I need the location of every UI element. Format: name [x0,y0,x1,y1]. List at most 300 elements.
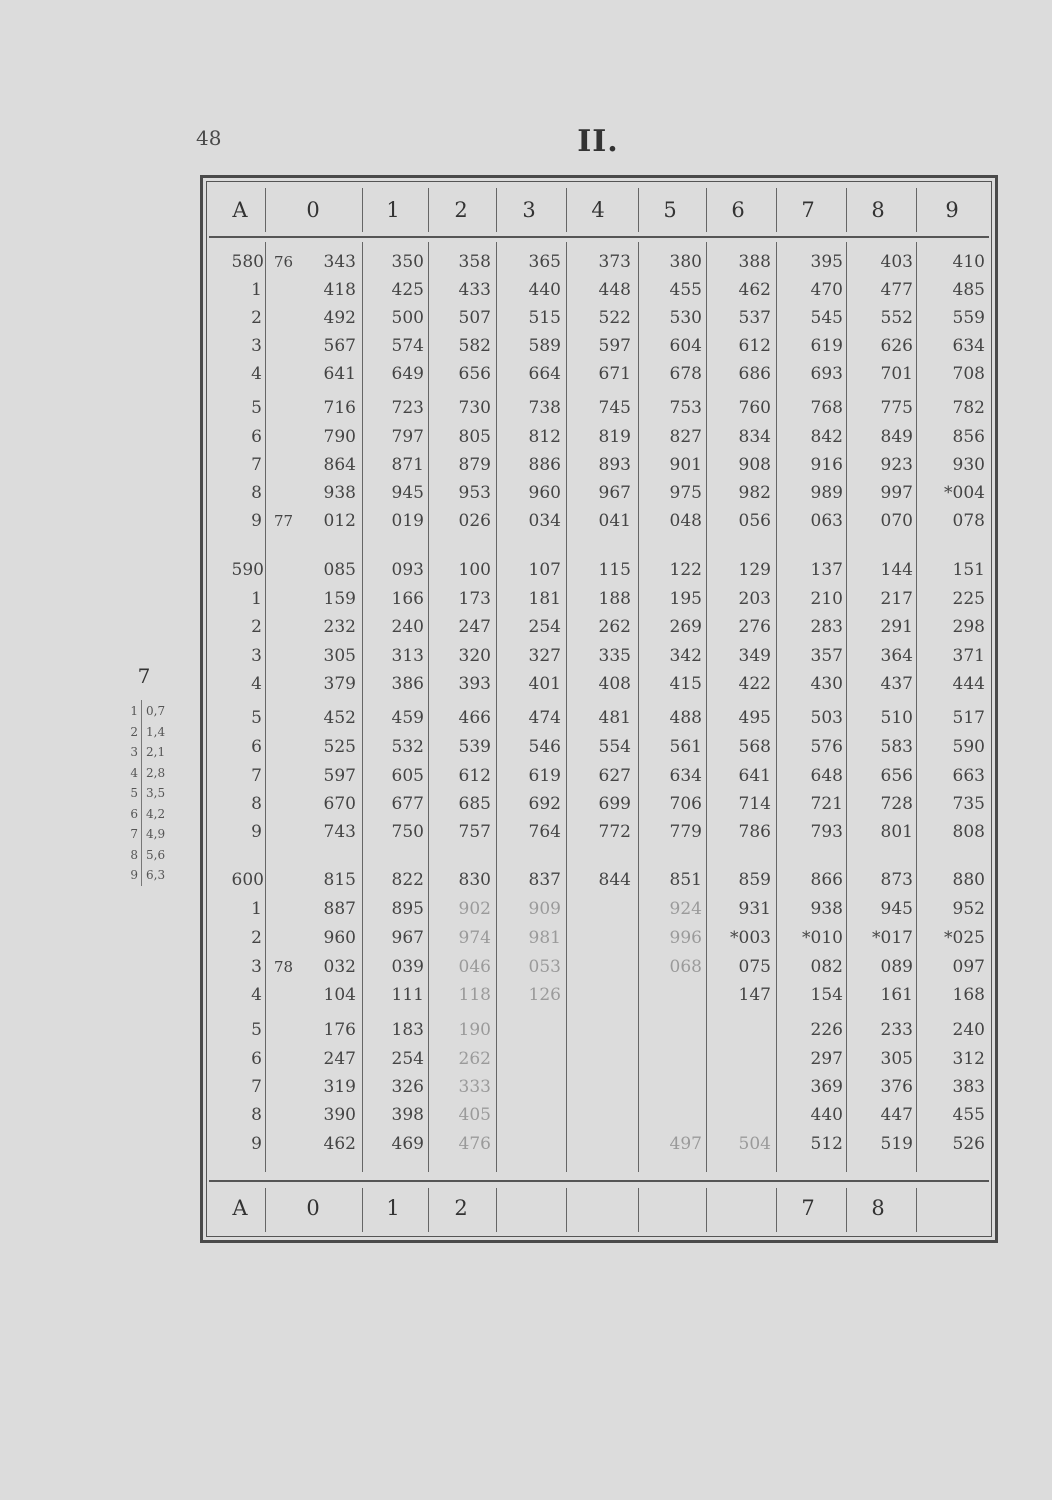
table-cell: 519 [880,1134,913,1154]
table-cell: 856 [952,427,985,447]
footer-cell-a: A [232,1196,248,1220]
side-table-value: 5,6 [146,847,166,862]
table-cell: 440 [810,1105,843,1125]
table-cell: 233 [880,1020,913,1040]
side-table-value: 1,4 [146,724,166,739]
table-cell: 537 [738,308,771,328]
table-cell: 195 [669,589,702,609]
table-cell: 085 [323,560,356,580]
table-cell: 567 [323,336,356,356]
table-cell: 283 [810,617,843,637]
row-label: 1 [251,899,262,919]
table-cell: 240 [391,617,424,637]
table-cell: 981 [528,928,561,948]
table-cell: 497 [669,1134,702,1154]
table-cell: 495 [738,708,771,728]
table-cell: 168 [952,985,985,1005]
table-cell: 470 [810,280,843,300]
table-cell: 648 [810,766,843,786]
table-cell: 437 [880,674,913,694]
table-cell: 552 [880,308,913,328]
side-table-number: 6 [130,806,138,821]
table-cell: 415 [669,674,702,694]
table-cell: 455 [952,1105,985,1125]
table-cell: 797 [391,427,424,447]
table-cell: 559 [952,308,985,328]
table-cell: 775 [880,398,913,418]
table-cell: 369 [810,1077,843,1097]
table-cell: 100 [458,560,491,580]
table-cell: 455 [669,280,702,300]
table-cell: 115 [598,560,631,580]
table-cell: 583 [880,737,913,757]
side-table-number: 8 [130,847,138,862]
column-divider [776,1188,777,1232]
table-cell: 452 [323,708,356,728]
column-divider [846,1188,847,1232]
table-cell: 333 [458,1077,491,1097]
table-cell: 772 [598,822,631,842]
header-cell-digit: 8 [871,198,885,222]
table-cell: 129 [738,560,771,580]
table-cell: 349 [738,646,771,666]
table-cell: 786 [738,822,771,842]
table-cell: 886 [528,455,561,475]
table-cell: 444 [952,674,985,694]
table-cell: 068 [669,957,702,977]
table-cell: 070 [880,511,913,531]
table-cell: 405 [458,1105,491,1125]
row-label: 4 [251,985,262,1005]
row-label: 9 [251,1134,262,1154]
table-cell: 730 [458,398,491,418]
table-cell: 819 [598,427,631,447]
table-cell: 677 [391,794,424,814]
table-cell: 612 [738,336,771,356]
table-cell: 019 [391,511,424,531]
column-divider [638,242,639,1172]
table-cell: 503 [810,708,843,728]
column-divider [706,188,707,232]
table-cell: 276 [738,617,771,637]
table-cell: 975 [669,483,702,503]
table-cell: 297 [810,1049,843,1069]
table-cell: 032 [323,957,356,977]
table-cell: 526 [952,1134,985,1154]
row-label: 600 [231,870,264,890]
row-label: 590 [231,560,264,580]
table-cell: 448 [598,280,631,300]
table-cell: 834 [738,427,771,447]
table-cell: 663 [952,766,985,786]
row-label: 8 [251,1105,262,1125]
table-cell: 422 [738,674,771,694]
table-cell: 634 [952,336,985,356]
row-label: 9 [251,511,262,531]
side-table-number: 7 [130,827,138,841]
table-cell: 902 [458,899,491,919]
table-cell: 459 [391,708,424,728]
table-cell: 738 [528,398,561,418]
column-divider [776,188,777,232]
table-cell: 953 [458,483,491,503]
table-cell: 864 [323,455,356,475]
table-cell: 627 [598,766,631,786]
table-cell: 111 [391,985,424,1005]
table-cell: 699 [598,794,631,814]
table-cell: 706 [669,794,702,814]
table-cell: 701 [880,364,913,384]
table-cell: 440 [528,280,561,300]
row-label: 580 [231,252,264,272]
table-cell: 708 [952,364,985,384]
table-cell: 512 [810,1134,843,1154]
table-cell: 510 [880,708,913,728]
table-cell: 388 [738,252,771,272]
table-cell: 305 [323,646,356,666]
table-cell: 089 [880,957,913,977]
column-divider [846,242,847,1172]
footer-rule [209,1180,989,1182]
table-cell: 545 [810,308,843,328]
header-cell-digit: 2 [454,198,468,222]
table-cell: 945 [391,483,424,503]
column-divider [638,188,639,232]
table-cell: 952 [952,899,985,919]
footer-cell-digit: 8 [871,1196,885,1220]
column-divider [776,242,777,1172]
table-cell: 873 [880,870,913,890]
table-cell: 634 [669,766,702,786]
table-cell: 312 [952,1049,985,1069]
row-label: 3 [251,957,262,977]
table-cell: 923 [880,455,913,475]
table-cell: 960 [323,928,356,948]
table-cell: 808 [952,822,985,842]
side-table-number: 1 [130,704,138,718]
table-cell: 082 [810,957,843,977]
side-table-number: 2 [130,724,138,739]
table-cell: 750 [391,822,424,842]
table-cell: 462 [738,280,771,300]
table-cell: 743 [323,822,356,842]
table-cell: 901 [669,455,702,475]
table-cell: 714 [738,794,771,814]
column-divider [916,188,917,232]
row-label: 1 [251,589,262,609]
table-cell: 048 [669,511,702,531]
row-label: 4 [251,364,262,384]
table-cell: 462 [323,1134,356,1154]
column-divider [566,188,567,232]
table-cell: 137 [810,560,843,580]
side-table-value: 4,9 [146,827,166,841]
table-cell: 685 [458,794,491,814]
footer-cell-digit: 0 [306,1196,320,1220]
table-cell: 764 [528,822,561,842]
row-label: 2 [251,308,262,328]
side-table-title: 7 [137,664,151,688]
header-cell-digit: 6 [731,198,745,222]
table-cell: 656 [458,364,491,384]
table-cell: 844 [598,870,631,890]
table-cell: 477 [880,280,913,300]
table-cell: 319 [323,1077,356,1097]
table-cell: 779 [669,822,702,842]
table-cell: 039 [391,957,424,977]
table-cell: 485 [952,280,985,300]
table-cell: 425 [391,280,424,300]
row-prefix: 78 [274,958,294,976]
side-table-value: 4,2 [146,806,166,821]
table-cell: 546 [528,737,561,757]
table-cell: 026 [458,511,491,531]
table-cell: 147 [738,985,771,1005]
table-cell: 166 [391,589,424,609]
table-cell: 078 [952,511,985,531]
row-label: 5 [251,398,262,418]
table-cell: 466 [458,708,491,728]
table-cell: 530 [669,308,702,328]
table-cell: 842 [810,427,843,447]
side-table-number: 4 [130,765,138,780]
table-cell: 380 [669,252,702,272]
table-cell: 342 [669,646,702,666]
column-divider [706,242,707,1172]
table-cell: 159 [323,589,356,609]
header-cell-a: A [232,198,248,222]
table-cell: 365 [528,252,561,272]
table-cell: 525 [323,737,356,757]
table-cell: 626 [880,336,913,356]
table-cell: 173 [458,589,491,609]
table-cell: 641 [738,766,771,786]
table-cell: 395 [810,252,843,272]
table-cell: 254 [528,617,561,637]
table-cell: 447 [880,1105,913,1125]
table-cell: 887 [323,899,356,919]
table-cell: 851 [669,870,702,890]
table-cell: 930 [952,455,985,475]
table-cell: 190 [458,1020,491,1040]
table-cell: 430 [810,674,843,694]
table-cell: 500 [391,308,424,328]
column-divider [916,242,917,1172]
table-cell: 183 [391,1020,424,1040]
column-divider [566,242,567,1172]
table-cell: 298 [952,617,985,637]
table-cell: 232 [323,617,356,637]
table-cell: 210 [810,589,843,609]
column-divider [916,1188,917,1232]
table-cell: 554 [598,737,631,757]
table-cell: 815 [323,870,356,890]
column-divider [846,188,847,232]
row-label: 3 [251,646,262,666]
table-cell: 837 [528,870,561,890]
column-divider [706,1188,707,1232]
table-cell: 262 [598,617,631,637]
row-label: 9 [251,822,262,842]
table-cell: 181 [528,589,561,609]
row-label: 1 [251,280,262,300]
header-cell-digit: 5 [663,198,677,222]
table-cell: 728 [880,794,913,814]
column-divider [638,1188,639,1232]
table-cell: 383 [952,1077,985,1097]
table-cell: 515 [528,308,561,328]
table-cell: 916 [810,455,843,475]
table-cell: 476 [458,1134,491,1154]
side-table-divider [141,700,142,886]
table-cell: 735 [952,794,985,814]
row-label: 6 [251,737,262,757]
table-cell: 522 [598,308,631,328]
table-cell: 670 [323,794,356,814]
table-cell: 504 [738,1134,771,1154]
column-divider [428,188,429,232]
row-prefix: 76 [274,253,294,271]
table-cell: 664 [528,364,561,384]
table-cell: 056 [738,511,771,531]
table-cell: 247 [323,1049,356,1069]
table-cell: 880 [952,870,985,890]
table-cell: 469 [391,1134,424,1154]
column-divider [428,1188,429,1232]
table-cell: 692 [528,794,561,814]
row-label: 2 [251,928,262,948]
row-label: 7 [251,455,262,475]
table-cell: 938 [323,483,356,503]
table-cell: 989 [810,483,843,503]
table-cell: 291 [880,617,913,637]
table-cell: 830 [458,870,491,890]
table-cell: 641 [323,364,356,384]
table-cell: 790 [323,427,356,447]
table-cell: 967 [598,483,631,503]
table-cell: 532 [391,737,424,757]
row-label: 3 [251,336,262,356]
table-cell: 895 [391,899,424,919]
table-cell: 605 [391,766,424,786]
table-cell: 822 [391,870,424,890]
table-cell: 063 [810,511,843,531]
row-label: 2 [251,617,262,637]
table-cell: 757 [458,822,491,842]
table-cell: 827 [669,427,702,447]
table-cell: 996 [669,928,702,948]
table-cell: 046 [458,957,491,977]
table-cell: 254 [391,1049,424,1069]
table-cell: 597 [598,336,631,356]
table-cell: 107 [528,560,561,580]
table-cell: 649 [391,364,424,384]
table-cell: 357 [810,646,843,666]
header-cell-digit: 4 [591,198,605,222]
table-cell: 373 [598,252,631,272]
header-cell-digit: 9 [945,198,959,222]
table-cell: 097 [952,957,985,977]
table-cell: 576 [810,737,843,757]
column-divider [496,188,497,232]
table-cell: 269 [669,617,702,637]
table-cell: 909 [528,899,561,919]
table-cell: 313 [391,646,424,666]
row-label: 8 [251,794,262,814]
table-cell: 671 [598,364,631,384]
table-cell: 408 [598,674,631,694]
table-cell: 154 [810,985,843,1005]
table-cell: 686 [738,364,771,384]
table-cell: 849 [880,427,913,447]
table-cell: *010 [802,928,843,948]
table-cell: *003 [730,928,771,948]
table-cell: 176 [323,1020,356,1040]
header-cell-digit: 1 [386,198,400,222]
table-cell: 305 [880,1049,913,1069]
table-cell: 619 [810,336,843,356]
table-cell: 012 [323,511,356,531]
side-table-value: 2,8 [146,765,166,780]
table-cell: 967 [391,928,424,948]
table-cell: 812 [528,427,561,447]
table-cell: 768 [810,398,843,418]
table-cell: 805 [458,427,491,447]
table-cell: 118 [458,985,491,1005]
header-rule [209,236,989,238]
table-cell: 517 [952,708,985,728]
row-label: 7 [251,1077,262,1097]
page-number: 48 [196,126,222,150]
table-cell: 574 [391,336,424,356]
row-label: 5 [251,1020,262,1040]
side-table-value: 6,3 [146,868,166,882]
table-cell: 716 [323,398,356,418]
row-label: 5 [251,708,262,728]
table-cell: 938 [810,899,843,919]
table-cell: 693 [810,364,843,384]
table-cell: 371 [952,646,985,666]
table-cell: 403 [880,252,913,272]
header-cell-digit: 3 [522,198,536,222]
table-cell: 612 [458,766,491,786]
side-table-number: 9 [130,868,138,882]
table-cell: 678 [669,364,702,384]
table-cell: 782 [952,398,985,418]
table-cell: 589 [528,336,561,356]
table-cell: 144 [880,560,913,580]
row-label: 6 [251,427,262,447]
table-cell: 866 [810,870,843,890]
table-cell: 908 [738,455,771,475]
table-cell: 226 [810,1020,843,1040]
table-cell: 386 [391,674,424,694]
table-cell: 398 [391,1105,424,1125]
table-cell: 379 [323,674,356,694]
table-cell: 410 [952,252,985,272]
header-cell-digit: 7 [801,198,815,222]
table-cell: 327 [528,646,561,666]
table-cell: 433 [458,280,491,300]
table-cell: 262 [458,1049,491,1069]
table-cell: 393 [458,674,491,694]
table-cell: 350 [391,252,424,272]
table-cell: 568 [738,737,771,757]
table-cell: 034 [528,511,561,531]
table-cell: 320 [458,646,491,666]
table-cell: 203 [738,589,771,609]
row-prefix: 77 [274,512,294,530]
